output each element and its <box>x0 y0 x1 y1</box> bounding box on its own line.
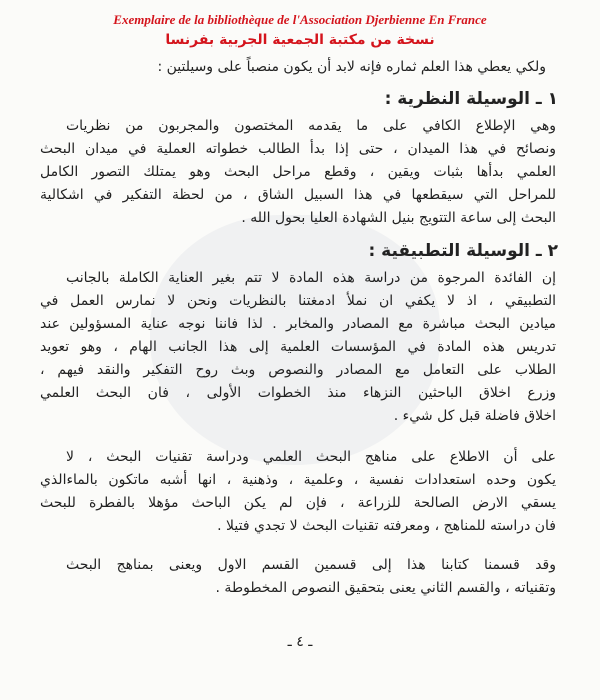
text-line: إن الفائدة المرجوة من دراسة هذه المادة لا تتم بغير العناية الكاملة بالجانب <box>66 270 556 286</box>
text-line: وزرع اخلاق الباحثين النزهاء منذ الخطوات الأولى ، فان البحث العلمي <box>40 385 556 401</box>
text-line: يكون وحده استعدادات نفسية ، وعلمية ، وذهنية ، انها أشبه ماتكون بالماءالذي <box>40 472 556 488</box>
section1-heading: ١ ـ الوسيلة النظرية : <box>384 89 558 109</box>
text-line: التطبيقي ، اذ لا يكفي ان نملأ ادمغتنا بالنظريات ونحن لا نمارس العمل في <box>40 293 556 309</box>
text-line: العلمي بدأها بثبات ويقين ، وقطع مراحل البحث وهو يمتلك التصور الكامل <box>40 164 556 180</box>
text-line: تدريس هذه المادة في المؤسسات العلمية إلى هذا الجانب الهام ، وهو تعويد <box>40 339 556 355</box>
page-number: ـ ٤ ـ <box>287 634 313 650</box>
text-line: على أن الاطلاع على مناهج البحث العلمي ودراسة تقنيات البحث ، لا <box>66 449 556 465</box>
text-line: ميادين البحث مباشرة مع المصادر والمخابر . لذا فاننا نوجه عناية المسؤولين عند <box>40 316 556 332</box>
text-line: ونصائح في هذا الميدان ، حتى إذا بدأ الطالب خطواته العملية في ميدان البحث <box>40 141 556 157</box>
text-line: وتقنياته ، والقسم الثاني يعنى بتحقيق النصوص المخطوطة . <box>215 580 556 596</box>
text-line: وهي الإطلاع الكافي على ما يقدمه المختصون والمجربون من نظريات <box>66 118 556 134</box>
intro-line: ولكي يعطي هذا العلم ثماره فإنه لابد أن يكون منصباً على وسيلتين : <box>157 59 546 75</box>
library-stamp-french: Exemplaire de la bibliothèque de l'Association Djerbienne En France <box>113 12 487 27</box>
text-line: يسقي الارض الصالحة للزراعة ، فإن لم يكن الباحث مؤهلا بالفطرة للبحث <box>40 495 556 511</box>
section2-heading: ٢ ـ الوسيلة التطبيقية : <box>368 241 558 261</box>
library-stamp-arabic: نسخة من مكتبة الجمعية الجربية بفرنسا <box>165 32 435 48</box>
text-line: الطلاب على التعامل مع المصادر والنصوص وبث روح التفكير والنقد فيهم ، <box>40 362 556 378</box>
text-line: وقد قسمنا كتابنا هذا إلى قسمين القسم الاول ويعنى بمناهج البحث <box>66 557 556 573</box>
text-line: للمراحل التي سيقطعها في هذا السبيل الشاق ، من لحظة التفكير في اشكالية <box>40 187 556 203</box>
text-line: اخلاق فاضلة قبل كل شيء . <box>393 408 556 424</box>
text-line: البحث إلى ساعة التتويج بنيل الشهادة العليا بحول الله . <box>241 210 556 226</box>
text-line: فان دراسته للمناهج ، ومعرفته تقنيات البحث لا تجدي فتيلا . <box>217 518 556 534</box>
